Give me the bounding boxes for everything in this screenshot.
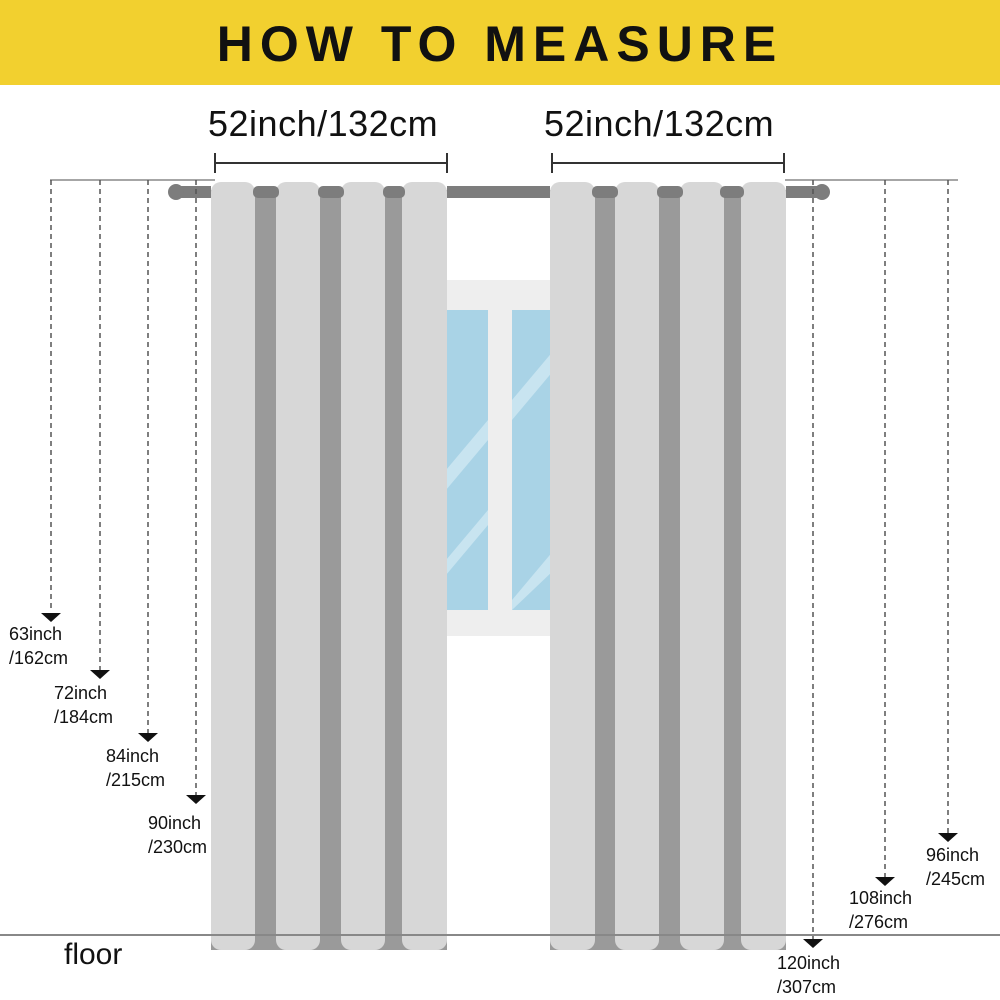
length-inch: 72inch bbox=[54, 683, 108, 703]
arrow-down-icon bbox=[90, 670, 110, 679]
length-label-72 bbox=[54, 681, 113, 729]
grommet bbox=[720, 186, 744, 198]
length-label-63 bbox=[9, 622, 68, 670]
length-inch: 108inch bbox=[849, 888, 913, 908]
length-cm: /307cm bbox=[777, 977, 837, 997]
length-inch: 96inch bbox=[926, 845, 980, 865]
window bbox=[440, 280, 560, 636]
page-title: HOW TO MEASURE bbox=[216, 16, 784, 72]
length-label-120 bbox=[777, 951, 840, 999]
length-label-90 bbox=[148, 811, 207, 859]
arrow-down-icon bbox=[803, 939, 823, 948]
length-inch: 90inch bbox=[148, 813, 202, 833]
length-label-96 bbox=[926, 843, 985, 891]
floor-label: floor bbox=[64, 938, 123, 971]
arrow-down-icon bbox=[938, 833, 958, 842]
arrow-down-icon bbox=[41, 613, 61, 622]
grommet bbox=[657, 186, 683, 198]
grommet bbox=[318, 186, 344, 198]
width-dimension-left bbox=[215, 153, 447, 173]
width-dimension-right bbox=[552, 153, 784, 173]
grommet bbox=[592, 186, 618, 198]
length-inch: 63inch bbox=[9, 624, 63, 644]
panel-width-label-right: 52inch/132cm bbox=[544, 103, 775, 144]
length-label-108 bbox=[849, 886, 912, 934]
right-curtain-panel bbox=[550, 182, 786, 950]
length-label-84 bbox=[106, 744, 165, 792]
length-cm: /184cm bbox=[54, 707, 114, 727]
panel-width-label-left: 52inch/132cm bbox=[208, 103, 439, 144]
left-curtain-panel bbox=[211, 182, 447, 950]
length-cm: /215cm bbox=[106, 770, 166, 790]
arrow-down-icon bbox=[875, 877, 895, 886]
grommet bbox=[383, 186, 405, 198]
length-cm: /245cm bbox=[926, 869, 986, 889]
rod-finial-right bbox=[814, 184, 830, 200]
length-cm: /230cm bbox=[148, 837, 208, 857]
grommet bbox=[253, 186, 279, 198]
length-inch: 84inch bbox=[106, 746, 160, 766]
length-inch: 120inch bbox=[777, 953, 841, 973]
length-cm: /276cm bbox=[849, 912, 909, 932]
length-cm: /162cm bbox=[9, 648, 69, 668]
arrow-down-icon bbox=[186, 795, 206, 804]
arrow-down-icon bbox=[138, 733, 158, 742]
rod-finial-left bbox=[168, 184, 184, 200]
curtain-rod bbox=[168, 184, 830, 200]
